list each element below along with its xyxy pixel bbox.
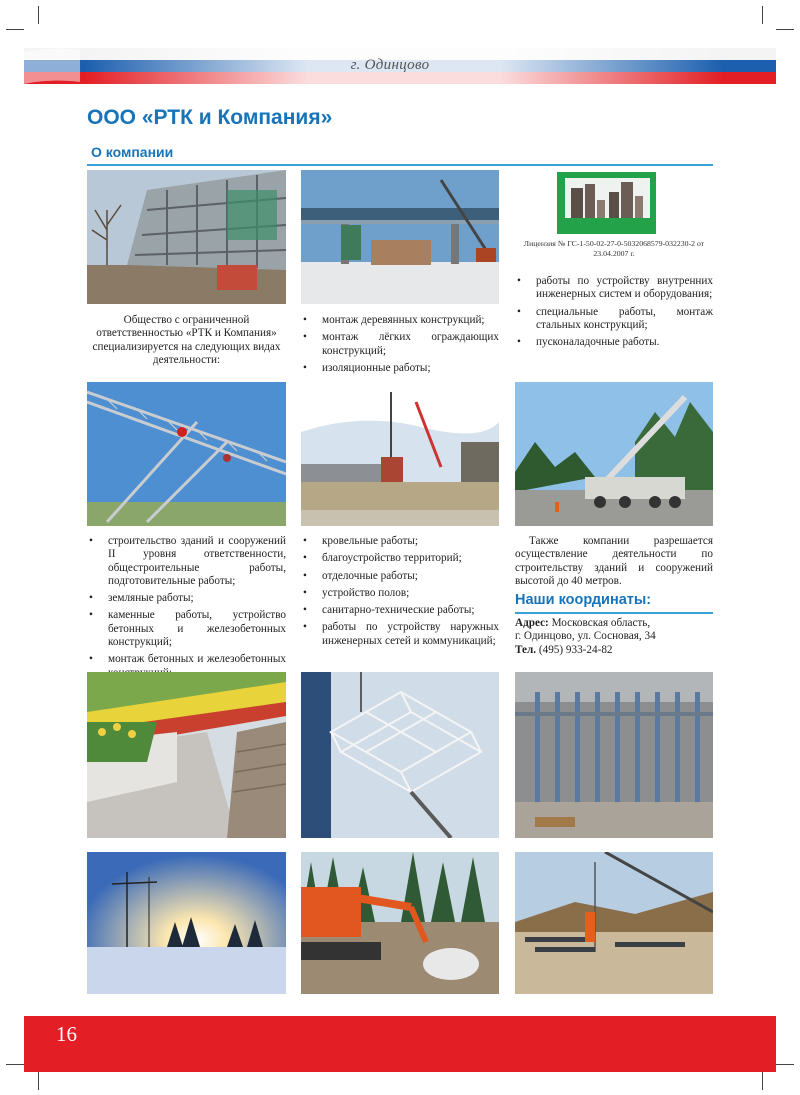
list-item: • монтаж лёгких ограждающих конструкций; [301,331,499,358]
crop-mark [776,1064,794,1065]
intro-paragraph: Общество с ограниченной ответственностью «РТК и Компания» специализируется на следующих видах деятельности: [92,314,281,366]
address-line1: Московская область, [548,617,651,629]
section-heading [87,144,713,166]
phone-label: Тел. [515,643,537,656]
list-item: • специальные работы, монтаж стальных конструкций; [515,306,713,333]
section-heading-text: О компании [91,144,174,160]
services-list-col2-top [301,314,499,379]
list-item: • санитарно-технические работы; [301,604,499,617]
list-item: • устройство полов; [301,587,499,600]
photo-mobile-crane [515,382,713,526]
crop-mark [762,1072,763,1090]
crop-mark [38,6,39,24]
crop-mark [762,6,763,24]
crop-mark [776,29,794,30]
footer-band [24,1016,776,1072]
photo-construction-site-crane [301,382,499,526]
contacts-heading: Наши координаты: [515,592,713,614]
list-item: • пусконаладочные работы. [515,336,713,349]
photo-steel-studs [515,672,713,838]
list-item: • кровельные работы; [301,535,499,548]
services-list-col3-top [515,275,713,353]
address-line2: г. Одинцово, ул. Сосновая, 34 [515,630,656,643]
list-item: • земляные работы; [87,592,286,605]
list-item: • строительство зданий и сооружений II уровня ответственности, общестроительные работы, подготовительные работы; [87,535,286,588]
photo-steel-beams-lifting [515,852,713,994]
company-title: ООО «РТК и Компания» [87,106,333,129]
photo-space-frame [301,672,499,838]
list-item: • монтаж деревянных конструкций; [301,314,499,327]
photo-building-frame [87,170,286,304]
phone-value: (495) 933-24-82 [536,643,613,656]
list-item: • каменные работы, устройство бетонных и железобетонных конструкций; [87,609,286,649]
company-logo [557,172,656,234]
list-item: • изоляционные работы; [301,362,499,375]
address-label: Адрес: [515,617,549,629]
crop-mark [38,1072,39,1090]
photo-steel-truss [87,382,286,526]
services-list-col1-mid [87,535,286,684]
page-number: 16 [56,1022,77,1046]
list-item: • работы по устройству наружных инженерных сетей и коммуникаций; [301,621,499,648]
list-item: • благоустройство территорий; [301,552,499,565]
photo-winter-sunset [87,852,286,994]
crop-mark [6,1064,24,1065]
services-list-col2-mid [301,535,499,652]
list-item: • работы по устройству внутренних инженерных систем и оборудования; [515,275,713,302]
photo-excavator [301,852,499,994]
crop-mark [6,29,24,30]
list-item: • монтаж бетонных и железобетонных [87,653,286,680]
city-name: г. Одинцово [350,57,430,73]
license-text: Лицензия № ГС-1-50-02-27-0-5032068579-032230-2 от 23.04.2007 г. [523,239,705,258]
photo-landscaping-steps [87,672,286,838]
extra-paragraph: Также компании разрешается осуществление деятельности по строительству зданий и сооружений высотой до 40 метров. [515,535,713,587]
list-item: • отделочные работы; [301,570,499,583]
photo-overpass-crane [301,170,499,304]
contacts-block [515,617,713,657]
